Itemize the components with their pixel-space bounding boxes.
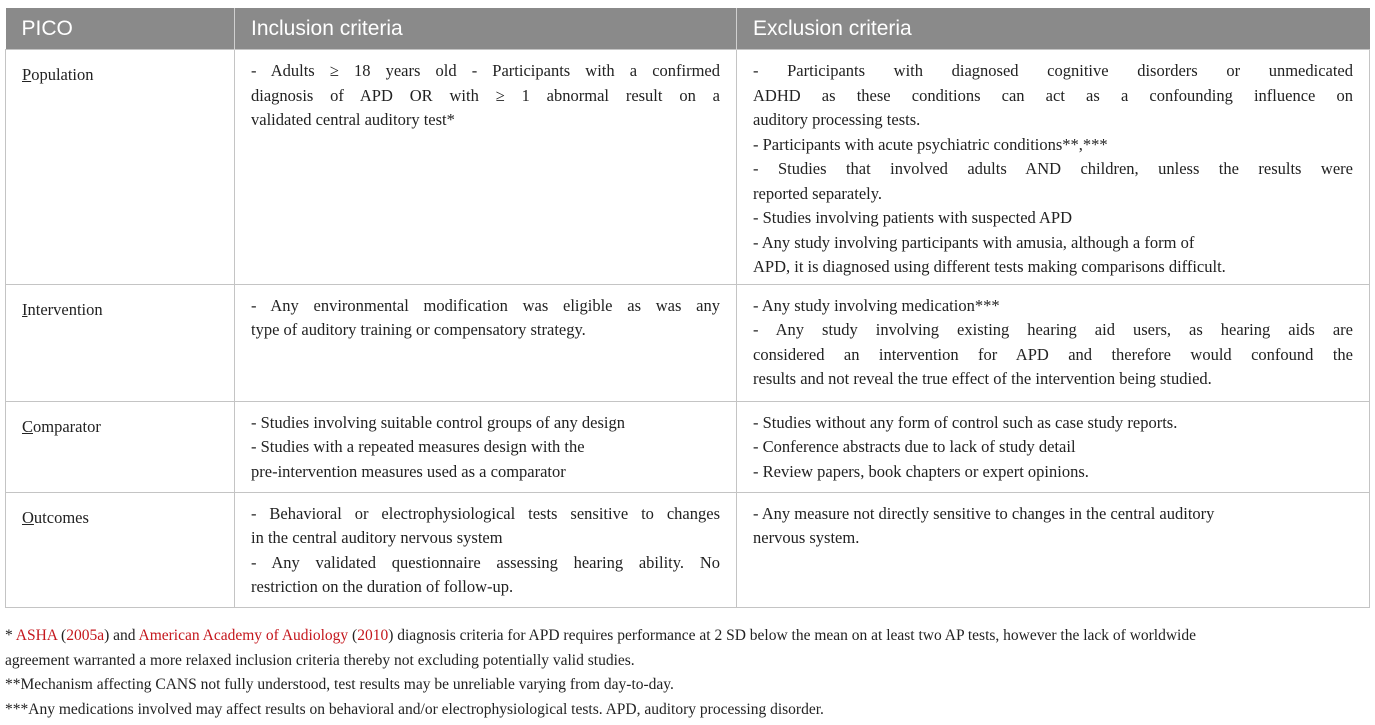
criteria-line: - Studies without any form of control such as case study reports.	[753, 412, 1178, 432]
criteria-line: restriction on the duration of follow-up.	[251, 577, 514, 596]
inclusion-cell	[235, 284, 737, 401]
criteria-line: - Any study involving medication***	[753, 295, 1000, 315]
criteria-line: considered an intervention for APD and therefore would confound the	[753, 344, 1353, 364]
criteria-line: reported separately.	[753, 183, 883, 203]
footnote-text: ) and	[104, 627, 139, 644]
criteria-line: - Studies that involved adults AND children, unless the results were	[753, 159, 1353, 178]
criteria-line: nervous system.	[753, 528, 860, 547]
criteria-line: diagnosis of APD OR with ≥ 1 abnormal result on a	[251, 85, 720, 105]
criteria-line: - Adults ≥ 18 years old - Participants with a confirmed	[251, 61, 720, 80]
reference-link-aaa[interactable]: American Academy of Audiology	[138, 627, 349, 644]
criteria-line: ADHD as these conditions can act as a confounding influence on	[753, 85, 1353, 105]
criteria-line: - Conference abstracts due to lack of study detail	[753, 437, 1076, 456]
inclusion-cell	[235, 401, 737, 492]
criteria-line: - Participants with acute psychiatric conditions**,***	[753, 134, 1108, 154]
table-footnotes	[5, 624, 1367, 722]
criteria-line: pre-intervention measures used as a comparator	[251, 461, 566, 481]
pico-cell	[6, 284, 235, 401]
exclusion-cell	[737, 492, 1370, 607]
criteria-line: validated central auditory test*	[251, 110, 455, 129]
pico-rest: opulation	[31, 65, 94, 84]
table-row-population	[6, 50, 1370, 285]
pico-cell	[6, 50, 235, 285]
criteria-line: - Studies involving patients with suspected APD	[753, 208, 1072, 227]
inclusion-cell	[235, 492, 737, 607]
footnote-2: **Mechanism affecting CANS not fully understood, test results may be unreliable varying from day-to-day.	[5, 676, 674, 693]
footnote-1-continued: agreement warranted a more relaxed inclusion criteria thereby not excluding potentially valid studies.	[5, 651, 635, 669]
header-pico: PICO	[6, 8, 235, 50]
table-header-row	[6, 8, 1370, 50]
footnote-3: ***Any medications involved may affect results on behavioral and/or electrophysiological tests. APD, auditory processing disorder.	[5, 700, 824, 718]
criteria-line: - Review papers, book chapters or expert opinions.	[753, 461, 1089, 481]
header-inclusion: Inclusion criteria	[235, 8, 737, 50]
exclusion-cell	[737, 50, 1370, 285]
criteria-line: APD, it is diagnosed using different tests making comparisons difficult.	[753, 257, 1226, 276]
pico-initial: P	[22, 65, 32, 84]
criteria-line: - Participants with diagnosed cognitive disorders or unmedicated	[753, 61, 1353, 80]
pico-cell	[6, 492, 235, 607]
criteria-line: - Any measure not directly sensitive to changes in the central auditory	[753, 503, 1215, 523]
criteria-line: type of auditory training or compensatory strategy.	[251, 320, 586, 339]
criteria-line: - Any study involving existing hearing aid users, as hearing aids are	[753, 320, 1353, 339]
pico-initial: O	[22, 507, 34, 527]
criteria-line: in the central auditory nervous system	[251, 528, 503, 547]
table-row-outcomes	[6, 492, 1370, 607]
footnote-text: ) diagnosis criteria for APD requires performance at 2 SD below the mean on at least two AP tests, however the lack of worldwide	[388, 627, 1196, 644]
pico-initial: I	[22, 299, 28, 319]
header-exclusion: Exclusion criteria	[737, 8, 1370, 50]
criteria-line: - Any study involving participants with amusia, although a form of	[753, 232, 1195, 252]
reference-link-asha[interactable]: ASHA	[15, 627, 58, 644]
criteria-line: - Behavioral or electrophysiological tests sensitive to changes	[251, 503, 720, 523]
pico-rest: ntervention	[27, 299, 103, 319]
footnote-1	[5, 624, 1367, 649]
table-row-comparator	[6, 401, 1370, 492]
footnote-text: (	[57, 627, 67, 644]
footnote-text: (	[348, 627, 358, 644]
footnote-marker: *	[5, 627, 16, 644]
reference-link-aaa-year[interactable]: 2010	[357, 627, 389, 644]
criteria-line: - Any validated questionnaire assessing hearing ability. No	[251, 552, 720, 572]
criteria-line: - Any environmental modification was eligible as was any	[251, 295, 720, 315]
reference-link-asha-year[interactable]: 2005a	[66, 627, 105, 644]
pico-initial: C	[22, 416, 34, 436]
exclusion-cell	[737, 284, 1370, 401]
pico-rest: omparator	[33, 416, 101, 436]
criteria-line: results and not reveal the true effect of the intervention being studied.	[753, 369, 1212, 388]
table-row-intervention	[6, 284, 1370, 401]
pico-rest: utcomes	[33, 507, 89, 527]
inclusion-cell	[235, 50, 737, 285]
criteria-line: - Studies with a repeated measures design with the	[251, 437, 585, 456]
pico-cell	[6, 401, 235, 492]
exclusion-cell	[737, 401, 1370, 492]
criteria-line: auditory processing tests.	[753, 110, 921, 129]
criteria-line: - Studies involving suitable control groups of any design	[251, 412, 625, 432]
pico-criteria-table	[5, 8, 1370, 608]
